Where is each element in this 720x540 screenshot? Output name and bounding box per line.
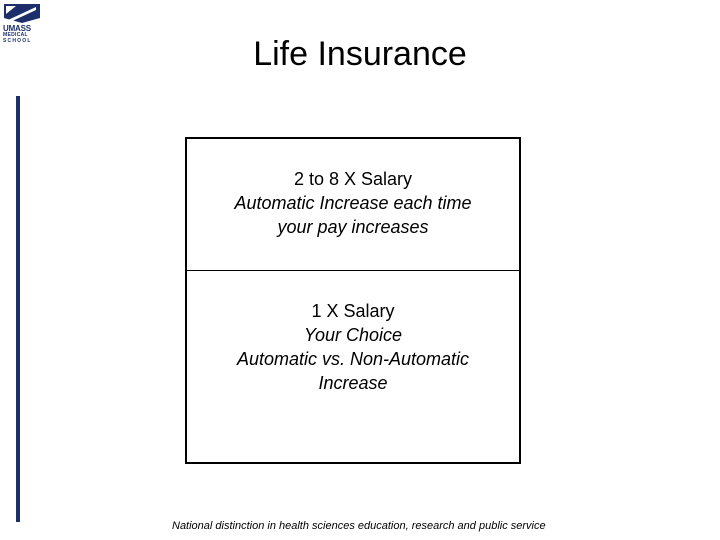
- supplemental-coverage-section: [187, 167, 519, 239]
- supplemental-coverage-line-3: your pay increases: [277, 217, 429, 237]
- left-accent-bar: [16, 96, 20, 522]
- basic-coverage-line-4: Increase: [318, 373, 388, 393]
- basic-coverage-heading: 1 X Salary: [311, 301, 395, 321]
- footer-tagline: National distinction in health sciences education, research and public service: [172, 520, 546, 532]
- shield-logo-icon: [2, 2, 42, 24]
- logo-text-school: SCHOOL: [3, 38, 32, 44]
- logo-text-umass: UMASS: [3, 24, 31, 33]
- basic-coverage-section: [187, 299, 519, 395]
- supplemental-coverage-heading: 2 to 8 X Salary: [293, 169, 413, 189]
- basic-coverage-line-3: Automatic vs. Non-Automatic: [236, 349, 470, 369]
- supplemental-coverage-line-2: Automatic Increase each time: [234, 193, 472, 213]
- life-insurance-options-box: [185, 137, 521, 464]
- basic-coverage-line-2: Your Choice: [303, 325, 403, 345]
- section-divider: [187, 270, 519, 271]
- slide-title: Life Insurance: [253, 35, 467, 73]
- logo-text-medical: MEDICAL: [3, 32, 28, 38]
